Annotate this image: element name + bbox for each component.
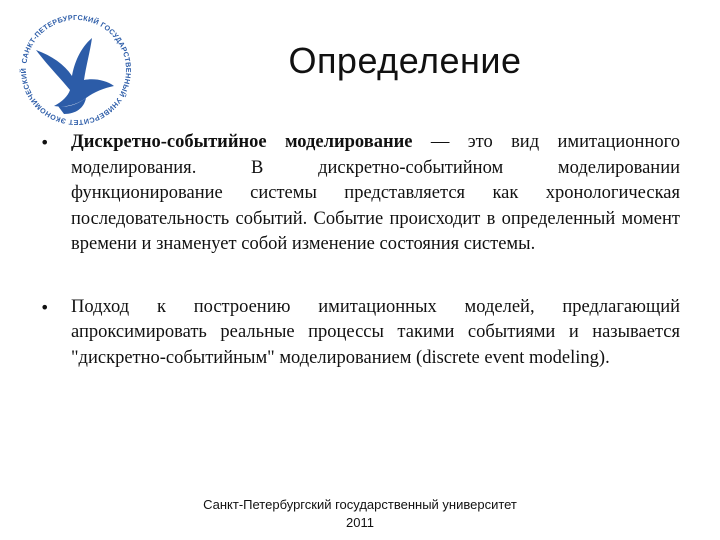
bullet-body: — это вид имитационного моделирования. В дискретно-событийном моделировании функционирование системы представляется как хронологическая последовательность событий. Событие происходит в определенный момент времени и знаменует собой изменение состояния системы. xyxy=(71,132,680,254)
bullet-item xyxy=(40,295,680,372)
bullet-bold-term: Дискретно-событийное моделирование xyxy=(71,132,413,152)
slide-title: Определение xyxy=(288,40,522,81)
slide-footer xyxy=(160,496,560,532)
footer-year: 2011 xyxy=(346,515,374,530)
bird-emblem-icon xyxy=(14,8,138,132)
bullet-dot-icon: • xyxy=(40,297,50,317)
bullet-body: Подход к построению имитационных моделей, предлагающий апроксимировать реальные процессы такими событиями и называется "дискретно-событийным" моделированием (discrete event modeling). xyxy=(71,296,680,368)
bullet-text xyxy=(71,297,680,368)
bullet-item xyxy=(40,130,680,258)
logo-ring-text: САНКТ-ПЕТЕРБУРГСКИЙ ГОСУДАРСТВЕННЫЙ УНИВЕРСИТЕТ ЭКОНОМИЧЕСКИЙ xyxy=(18,12,134,128)
bullet-dot-icon: • xyxy=(40,133,50,152)
university-logo xyxy=(14,8,138,132)
bullet-list xyxy=(40,130,680,371)
bullet-text xyxy=(71,132,680,254)
footer-university: Санкт-Петербургский государственный университет xyxy=(203,497,517,512)
